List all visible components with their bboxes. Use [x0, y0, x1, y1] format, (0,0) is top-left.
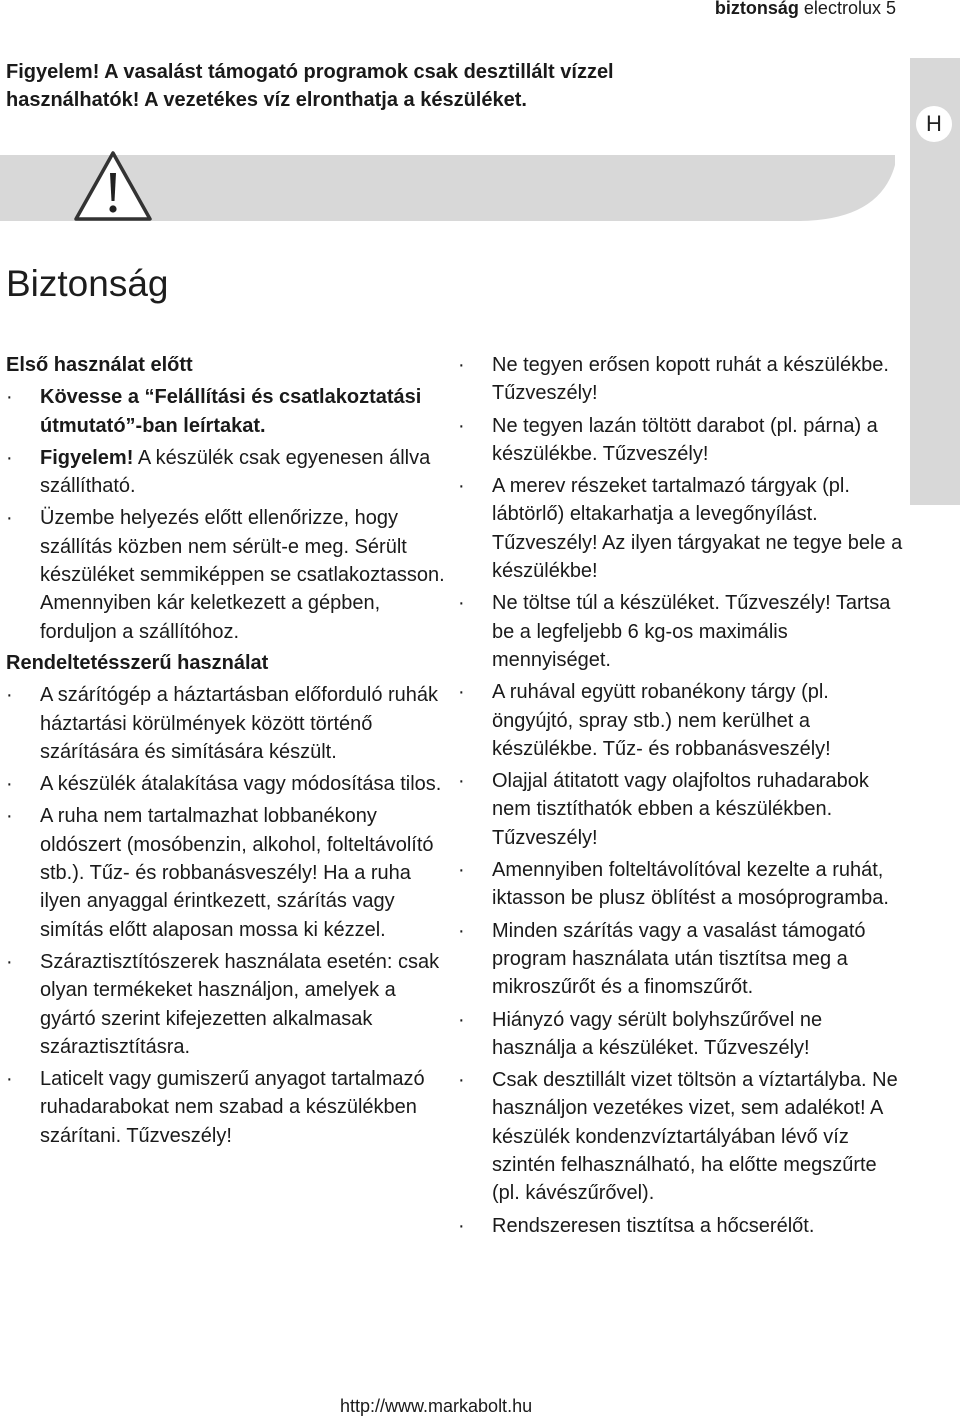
list-item	[458, 1212, 903, 1240]
list-item	[458, 678, 903, 763]
section-first-use-heading: Első használat előtt	[6, 354, 193, 376]
item-text: Ne töltse túl a készüléket. Tűzveszély! Tartsa be a legfeljebb 6 kg-os maximális mennyiséget.	[492, 592, 891, 671]
bullet-dot: ·	[6, 773, 13, 796]
list-item	[6, 1065, 446, 1150]
list-item	[6, 948, 446, 1061]
item-text: Rendszeresen tisztítsa a hőcserélőt.	[492, 1214, 815, 1237]
item-text: Laticelt vagy gumiszerű anyagot tartalmazó ruhadarabokat nem szabad a készülékben szárítani. Tűzveszély!	[40, 1068, 425, 1147]
page-number: 5	[885, 0, 896, 18]
bullet-dot: ·	[458, 592, 465, 615]
item-text: Minden szárítás vagy a vasalást támogató program használata után tisztítsa meg a mikroszűrőt és a finomszűrőt.	[492, 919, 866, 999]
bullet-dot: ·	[6, 446, 13, 469]
list-item	[458, 856, 903, 913]
bullet-dot: ·	[458, 859, 465, 882]
item-text: Ne tegyen lazán töltött darabot (pl. párna) a készülékbe. Tűzveszély!	[492, 414, 878, 465]
bullet-dot: ·	[458, 1214, 465, 1237]
first-use-list	[6, 383, 446, 646]
bullet-dot: ·	[458, 414, 465, 437]
list-item	[6, 770, 446, 798]
left-column	[6, 351, 446, 1150]
iron-water-warning	[6, 58, 746, 114]
item-text: A szárítógép a háztartásban előforduló ruhák háztartási körülmények között történő szárítására és simítására készült.	[40, 684, 439, 763]
bullet-dot: ·	[6, 1068, 13, 1091]
warning-banner	[0, 145, 895, 225]
item-text: Csak desztillált vizet töltsön a víztartályba. Ne használjon vezetékes vizet, sem adalékot! A készülék kondenzvíztartályában lévő víz szintén felhasználható, ha előtte megszűrte (pl. kávészűrővel).	[492, 1069, 898, 1205]
list-item	[458, 767, 903, 852]
list-item	[6, 504, 446, 645]
item-text: Üzembe helyezés előtt ellenőrizze, hogy szállítás közben nem sérült-e meg. Sérült készüléket semmiképpen se csatlakoztasson. Amennyiben kár keletkezett a gépben, forduljon a szállítóhoz.	[40, 507, 445, 643]
list-item	[6, 681, 446, 766]
list-item	[458, 589, 903, 674]
list-item	[6, 802, 446, 943]
bullet-dot: ·	[6, 684, 13, 707]
bullet-dot: ·	[6, 805, 13, 828]
item-text: Száraztisztítószerek használata esetén: csak olyan termékeket használjon, amelyek a gyártó szerint kifejezetten alkalmasak száraztisztításra.	[40, 950, 440, 1058]
bullet-dot: ·	[458, 475, 465, 498]
item-text: Ne tegyen erősen kopott ruhát a készülékbe. Tűzveszély!	[492, 354, 889, 405]
item-text: A készülék csak egyenesen állva szállítható.	[40, 446, 431, 498]
page-title: Biztonság	[6, 263, 169, 304]
item-text: A merev részeket tartalmazó tárgyak (pl. lábtörlő) eltakarhatja a levegőnyílást. Tűzveszély! Az ilyen tárgyakat ne tegye bele a készülékbe!	[492, 475, 903, 583]
header-brand: electrolux	[803, 0, 881, 18]
item-bold-text: Figyelem!	[40, 446, 134, 469]
list-item	[458, 412, 903, 469]
list-item	[458, 917, 903, 1002]
bullet-dot: ·	[458, 1008, 465, 1031]
page-header	[715, 0, 896, 19]
language-tab-letter: H	[916, 106, 952, 142]
item-text: Amennyiben folteltávolítóval kezelte a ruhát, iktasson be plusz öblítést a mosóprogramba.	[492, 859, 889, 910]
list-item	[6, 444, 446, 501]
bullet-dot: ·	[458, 681, 465, 704]
item-text: Olajjal átitatott vagy olajfoltos ruhadarabok nem tisztíthatók ebben a készülékben. Tűzveszély!	[492, 770, 869, 849]
bullet-dot: ·	[6, 386, 13, 409]
list-item	[458, 1006, 903, 1063]
section-intended-use-heading: Rendeltetésszerű használat	[6, 651, 269, 674]
item-text: A ruha nem tartalmazhat lobbanékony oldószert (mosóbenzin, alkohol, folteltávolító stb.). Tűz- és robbanásveszély! Ha a ruha ilyen anyaggal érintkezett, szárítás vagy simítás előtt alaposan mossa ki kézzel.	[40, 805, 434, 941]
list-item	[458, 1066, 903, 1207]
right-column	[458, 351, 903, 1240]
item-text: A ruhával együtt robanékony tárgy (pl. öngyújtó, spray stb.) nem kerülhet a készülékbe. Tűz- és robbanásveszély!	[492, 681, 831, 760]
header-section: biztonság	[714, 0, 799, 18]
item-bold-text: Kövesse a “Felállítási és csatlakoztatási útmutató”-ban leírtakat.	[40, 386, 422, 437]
list-item	[458, 472, 903, 585]
item-text: A készülék átalakítása vagy módosítása tilos.	[40, 773, 442, 796]
intended-use-list	[6, 681, 446, 1150]
bullet-dot: ·	[458, 919, 465, 942]
bullet-dot: ·	[458, 770, 465, 793]
bullet-dot: ·	[458, 354, 465, 376]
item-text: Hiányzó vagy sérült bolyhszűrővel ne használja a készüléket. Tűzveszély!	[492, 1008, 823, 1059]
warning-line-1: Figyelem! A vasalást támogató programok csak desztillált vízzel	[6, 61, 614, 83]
bullet-dot: ·	[458, 1069, 465, 1092]
warning-line-2: használhatók! A vezetékes víz elronthatja a készüléket.	[6, 89, 527, 111]
bullet-dot: ·	[6, 950, 13, 973]
list-item	[6, 383, 446, 440]
bullet-dot: ·	[6, 507, 13, 530]
list-item	[458, 351, 903, 408]
footer-url: http://www.markabolt.hu	[340, 1396, 533, 1416]
language-tab	[910, 58, 960, 505]
